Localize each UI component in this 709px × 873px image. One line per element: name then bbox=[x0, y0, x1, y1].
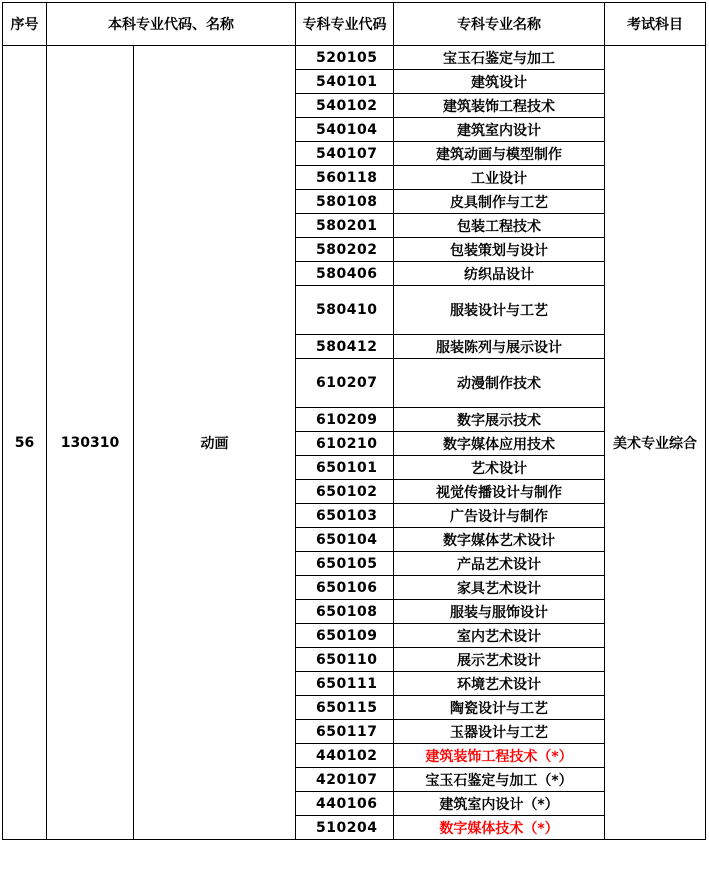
spec-name-cell: 广告设计与制作 bbox=[394, 504, 605, 528]
spec-name-cell-highlighted: 数字媒体技术（*） bbox=[394, 816, 605, 840]
spec-name-cell: 视觉传播设计与制作 bbox=[394, 480, 605, 504]
spec-code-cell: 650108 bbox=[296, 600, 394, 624]
spec-code-cell: 610207 bbox=[296, 359, 394, 408]
spec-name-cell: 宝玉石鉴定与加工（*） bbox=[394, 768, 605, 792]
spec-code-cell: 650101 bbox=[296, 456, 394, 480]
spec-code-cell: 440106 bbox=[296, 792, 394, 816]
undergrad-name-cell: 动画 bbox=[134, 46, 296, 840]
header-row bbox=[3, 3, 706, 46]
spec-name-cell: 建筑动画与模型制作 bbox=[394, 142, 605, 166]
undergrad-code-cell: 130310 bbox=[47, 46, 134, 840]
spec-name-cell: 数字媒体艺术设计 bbox=[394, 528, 605, 552]
spec-name-cell: 数字展示技术 bbox=[394, 408, 605, 432]
spec-code-cell: 440102 bbox=[296, 744, 394, 768]
spec-code-cell: 650102 bbox=[296, 480, 394, 504]
spec-code-cell: 650109 bbox=[296, 624, 394, 648]
spec-name-cell: 建筑室内设计（*） bbox=[394, 792, 605, 816]
spec-name-cell: 工业设计 bbox=[394, 166, 605, 190]
spec-name-cell: 数字媒体应用技术 bbox=[394, 432, 605, 456]
spec-name-cell: 服装与服饰设计 bbox=[394, 600, 605, 624]
header-spec-name: 专科专业名称 bbox=[394, 3, 605, 46]
spec-code-cell: 580108 bbox=[296, 190, 394, 214]
header-undergrad: 本科专业代码、名称 bbox=[47, 3, 296, 46]
spec-code-cell: 420107 bbox=[296, 768, 394, 792]
spec-name-cell: 建筑设计 bbox=[394, 70, 605, 94]
spec-code-cell: 540107 bbox=[296, 142, 394, 166]
spec-code-cell: 650110 bbox=[296, 648, 394, 672]
spec-code-cell: 650111 bbox=[296, 672, 394, 696]
spec-code-cell: 510204 bbox=[296, 816, 394, 840]
spec-code-cell: 580202 bbox=[296, 238, 394, 262]
spec-code-cell: 580410 bbox=[296, 286, 394, 335]
spec-code-cell: 580406 bbox=[296, 262, 394, 286]
table-row bbox=[3, 46, 706, 70]
spec-name-cell: 家具艺术设计 bbox=[394, 576, 605, 600]
spec-name-cell: 陶瓷设计与工艺 bbox=[394, 696, 605, 720]
spec-name-cell: 产品艺术设计 bbox=[394, 552, 605, 576]
spec-code-cell: 560118 bbox=[296, 166, 394, 190]
spec-name-cell: 建筑装饰工程技术 bbox=[394, 94, 605, 118]
spec-name-cell: 包装工程技术 bbox=[394, 214, 605, 238]
spec-code-cell: 580201 bbox=[296, 214, 394, 238]
spec-code-cell: 650106 bbox=[296, 576, 394, 600]
spec-code-cell: 540104 bbox=[296, 118, 394, 142]
seq-cell: 56 bbox=[3, 46, 47, 840]
header-exam: 考试科目 bbox=[605, 3, 706, 46]
header-seq: 序号 bbox=[3, 3, 47, 46]
spec-name-cell: 宝玉石鉴定与加工 bbox=[394, 46, 605, 70]
spec-name-cell: 室内艺术设计 bbox=[394, 624, 605, 648]
exam-cell: 美术专业综合 bbox=[605, 46, 706, 840]
spec-name-cell: 服装陈列与展示设计 bbox=[394, 335, 605, 359]
spec-code-cell: 650117 bbox=[296, 720, 394, 744]
spec-code-cell: 540102 bbox=[296, 94, 394, 118]
spec-code-cell: 650103 bbox=[296, 504, 394, 528]
spec-name-cell: 展示艺术设计 bbox=[394, 648, 605, 672]
spec-name-cell: 玉器设计与工艺 bbox=[394, 720, 605, 744]
spec-code-cell: 650115 bbox=[296, 696, 394, 720]
spec-code-cell: 580412 bbox=[296, 335, 394, 359]
spec-code-cell: 540101 bbox=[296, 70, 394, 94]
spec-code-cell: 520105 bbox=[296, 46, 394, 70]
spec-name-cell: 包装策划与设计 bbox=[394, 238, 605, 262]
spec-name-cell: 动漫制作技术 bbox=[394, 359, 605, 408]
spec-code-cell: 650104 bbox=[296, 528, 394, 552]
spec-name-cell: 环境艺术设计 bbox=[394, 672, 605, 696]
spec-name-cell: 服装设计与工艺 bbox=[394, 286, 605, 335]
spec-name-cell: 建筑室内设计 bbox=[394, 118, 605, 142]
spec-name-cell: 纺织品设计 bbox=[394, 262, 605, 286]
spec-name-cell-highlighted: 建筑装饰工程技术（*） bbox=[394, 744, 605, 768]
major-table bbox=[2, 2, 706, 840]
spec-name-cell: 皮具制作与工艺 bbox=[394, 190, 605, 214]
spec-code-cell: 650105 bbox=[296, 552, 394, 576]
header-spec-code: 专科专业代码 bbox=[296, 3, 394, 46]
spec-code-cell: 610209 bbox=[296, 408, 394, 432]
spec-code-cell: 610210 bbox=[296, 432, 394, 456]
spec-name-cell: 艺术设计 bbox=[394, 456, 605, 480]
